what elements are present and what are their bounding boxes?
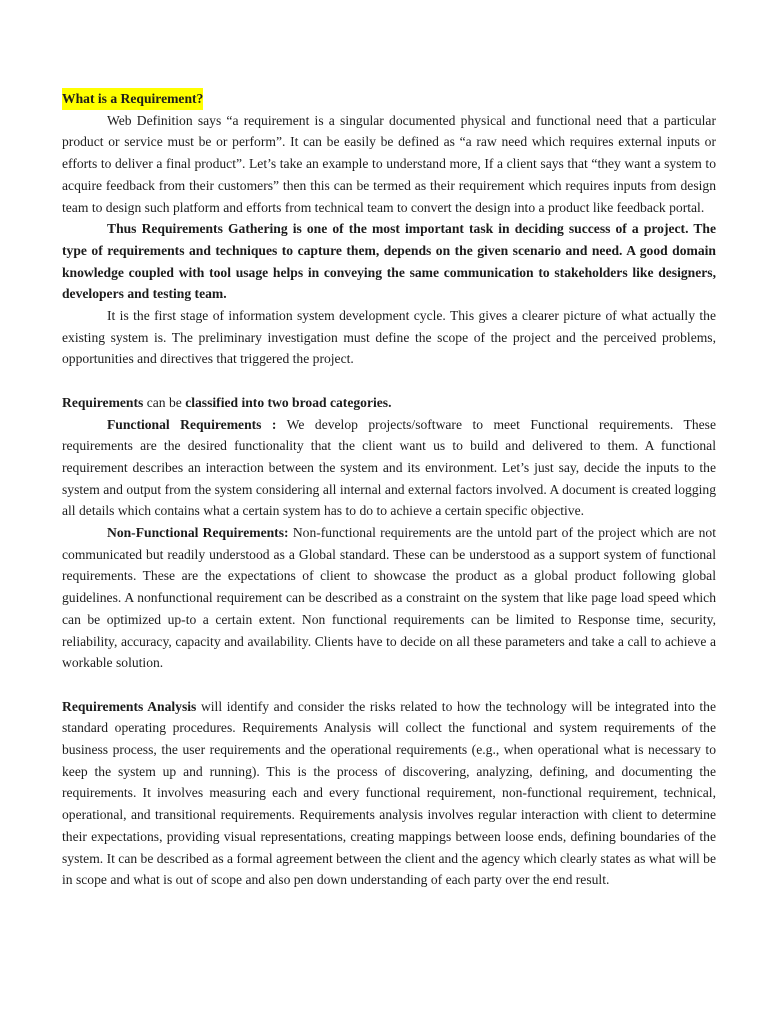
categories-lead: Requirements <box>62 394 144 410</box>
first-stage-paragraph: It is the first stage of information system development cycle. This gives a clearer picture of what actually the existing system is. The preliminary investigation must define the scope of the project and the perceived problems, opportunities and directives that triggered the project. <box>62 308 716 367</box>
functional-requirements-text: We develop projects/software to meet Functional requirements. These requirements are the desired functionality that the client want us to build and delivered to them. A functional requirement describes an interaction between the system and its environment. Let’s just say, decide the inputs to the system and output from the system considering all internal and external factors involved. A document is created logging all details which contains what a certain system has to do to achieve a certain specific objective. <box>62 416 716 519</box>
requirements-analysis-text: will identify and consider the risks related to how the technology will be integrated into the standard operating procedures. Requirements Analysis will collect the functional and system requirements of the business process, the user requirements and the operational requirements (e.g., when operational what is necessary to keep the system up and running). This is the process of discovering, analyzing, defining, and documenting the requirements. It involves measuring each and every functional requirement, non-functional requirement, technical, operational, and transitional requirements. Requirements analysis involves regular interaction with client to determine their expectations, providing visual representations, creating mappings between loose ends, defining boundaries of the system. It can be described as a formal agreement between the client and the agency which clearly states as what will be in scope and what is out of scope and also pen down understanding of each party over the end result. <box>62 698 717 888</box>
categories-tail: classified into two broad categories. <box>185 394 392 410</box>
functional-requirements-label: Functional Requirements : <box>107 416 277 432</box>
categories-line <box>62 392 716 414</box>
non-functional-requirements-label: Non-Functional Requirements: <box>107 525 289 541</box>
spacer <box>62 370 716 392</box>
non-functional-requirements-paragraph <box>62 522 716 674</box>
categories-mid: can be <box>143 394 186 410</box>
page-title: What is a Requirement? <box>62 88 203 110</box>
web-definition-paragraph: Web Definition says “a requirement is a singular documented physical and functional need that a particular product or service must be or perform”. It can be easily be defined as “a raw need which requires external inputs or efforts to deliver a final product”. Let’s take an example to understand more, If a client says that “they want a system to acquire feedback from their customers” then this can be termed as their requirement which requires inputs from design team to design such platform and efforts from technical team to convert the design into a product like feedback portal. <box>62 112 716 215</box>
document-page <box>62 88 716 891</box>
functional-requirements-paragraph <box>62 414 716 523</box>
requirements-analysis-paragraph <box>62 696 716 891</box>
requirements-analysis-label: Requirements Analysis <box>62 698 197 714</box>
heading-line <box>62 88 716 110</box>
spacer <box>62 674 716 696</box>
non-functional-requirements-text: Non-functional requirements are the untold part of the project which are not communicated but readily understood as a Global standard. These can be understood as a support system of functional requirements. These are the expectations of client to showcase the product as a global product following global guidelines. A nonfunctional requirement can be described as a constraint on the system that like page load speed which can be optimized up-to a certain extent. Non functional requirements can be limited to Response time, security, reliability, accuracy, capacity and availability. Clients have to decide on all these parameters and take a call to achieve a workable solution. <box>62 525 717 671</box>
requirements-gathering-paragraph <box>62 218 716 305</box>
requirements-gathering-text: Thus Requirements Gathering is one of the most important task in deciding success of a project. The type of requirements and techniques to capture them, depends on the given scenario and need. A good domain knowledge coupled with tool usage helps in conveying the same communication to stakeholders like designers, developers and testing team. <box>62 221 716 302</box>
